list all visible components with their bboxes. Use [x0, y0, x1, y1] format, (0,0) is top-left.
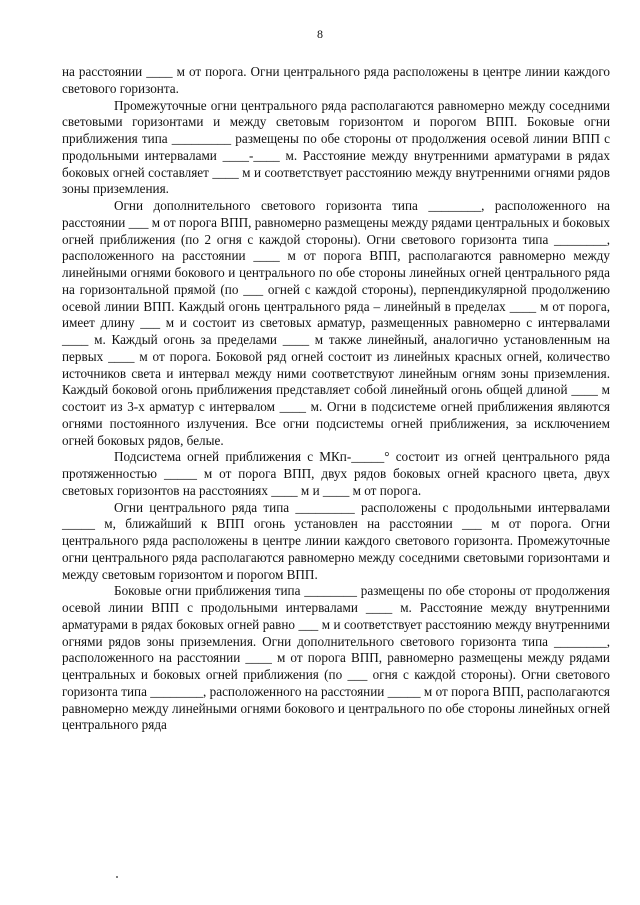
document-body [62, 64, 610, 734]
page-number: 8 [317, 27, 323, 41]
scan-speck [116, 876, 118, 878]
paragraph-continuation: на расстоянии ____ м от порога. Огни центрального ряда расположены в центре линии каждого светового горизонта. [62, 64, 610, 96]
paragraph-light-horizons: Огни дополнительного светового горизонта типа ________, расположенного на расстоянии ___ м от порога ВПП, равномерно размещены между рядами центральных и боковых огней приближения (по 2 огня с каждой стороны). Огни светового горизонта типа ________, расположенного на расстоянии ____ м от порога ВПП, располагаются равномерно между линейными огнями бокового и центрального по обе стороны линейных огней центрального ряда на горизонтальной прямой (по ___ огней с каждой стороны), перпендикулярной продолжению осевой линии ВПП. Каждый огонь центрального ряда – линейный в пределах ____ м от порога, имеет длину ___ м и состоит из световых арматур, размещенных равномерно с интервалами ____ м. Каждый огонь за пределами ____ м также линейный, аналогично установленным на первых ____ м от порога. Боковой ряд огней состоит из линейных красных огней, количество источников света и интервал между ними соответствуют линейным огням зоны приземления. Каждый боковой огонь приближения представляет собой линейный огонь общей длиной ____ м состоит из 3-х арматур с интервалом ____ м. Огни в подсистеме огней приближения являются огнями постоянного излучения. Все огни подсистемы огней приближения, за исключением огней боковых рядов, белые. [62, 198, 610, 448]
paragraph-side-lights: Боковые огни приближения типа ________ размещены по обе стороны от продолжения осевой линии ВПП с продольными интервалами ____ м. Расстояние между внутренними арматурами в рядах боковых огней равно ___ м и соответствует расстоянию между внутренними огнями рядов зоны приземления. Огни дополнительного светового горизонта типа ________, расположенного на расстоянии ____ м от порога ВПП, равномерно размещены между рядами центральных и боковых огней приближения (по ___ огня с каждой стороны). Огни светового горизонта типа ________, расположенного на расстоянии _____ м от порога ВПП, располагаются равномерно между линейными огнями бокового и центрального по обе стороны линейных огней центрального ряда [62, 583, 610, 733]
paragraph-intermediate-lights: Промежуточные огни центрального ряда располагаются равномерно между соседними световыми горизонтами и между световым горизонтом и порогом ВПП. Боковые огни приближения типа _________ размещены по обе стороны от продолжения осевой линии ВПП с продольными интервалами ____-____ м. Расстояние между внутренними арматурами в рядах боковых огней составляет ____ м и соответствует расстоянию между внутренними огнями рядов зоны приземления. [62, 97, 610, 197]
paragraph-approach-subsystem: Подсистема огней приближения с МКп-_____° состоит из огней центрального ряда протяженностью _____ м от порога ВПП, двух рядов боковых огней красного цвета, двух световых горизонтов на расстояниях ____ м и ____ м от порога. [62, 449, 610, 498]
paragraph-centre-row-lights: Огни центрального ряда типа _________ расположены с продольными интервалами _____ м, ближайший к ВПП огонь установлен на расстоянии ___ м от порога. Огни центрального ряда расположены в центре линии каждого светового горизонта. Промежуточные огни центрального ряда располагаются равномерно между соседними световыми горизонтами и между световым горизонтом и порогом ВПП. [62, 499, 610, 582]
